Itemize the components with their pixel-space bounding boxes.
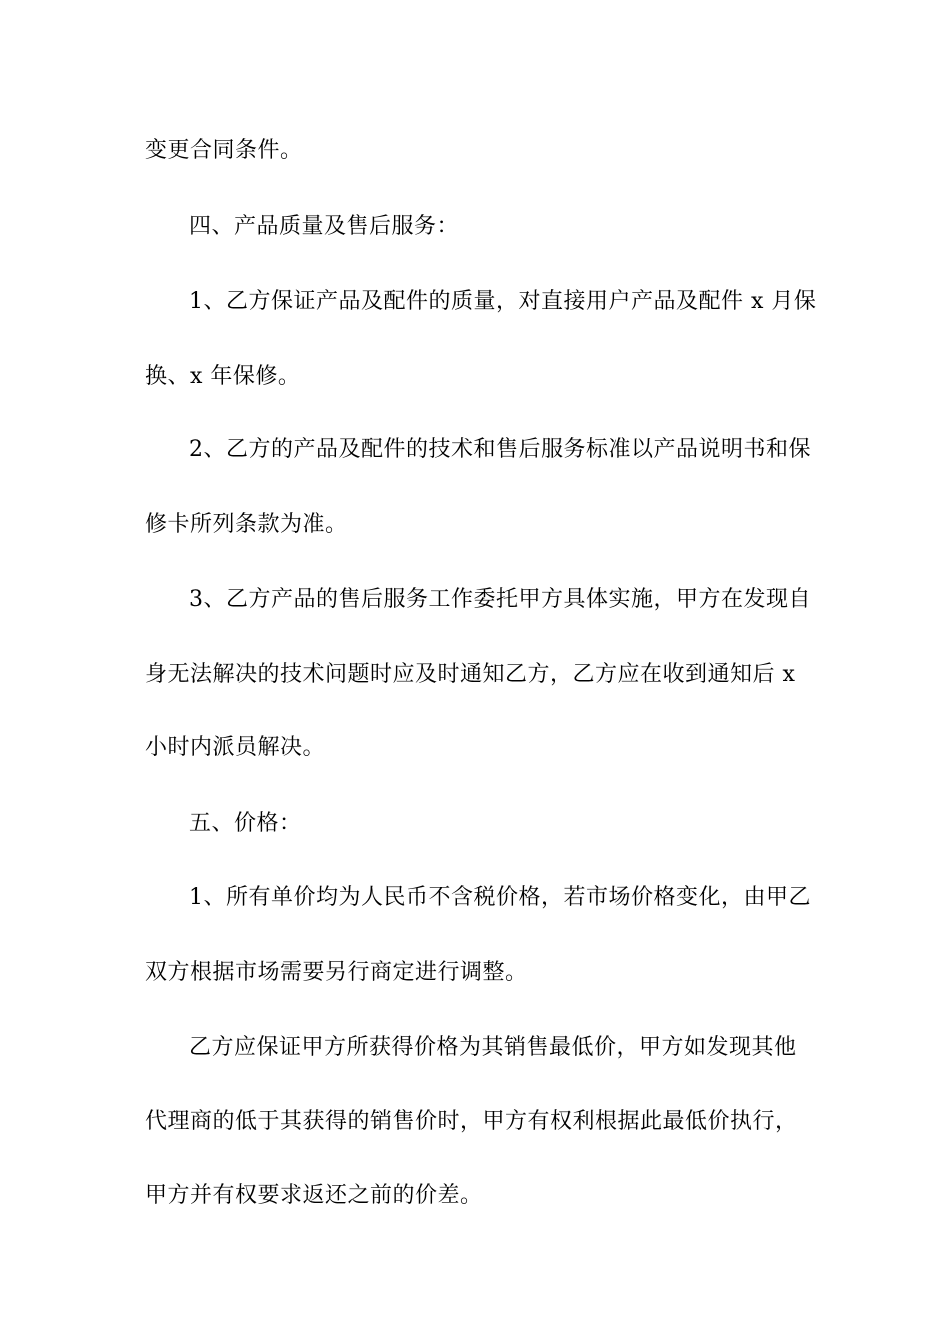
text-line: 代理商的低于其获得的销售价时，甲方有权利根据此最低价执行， — [145, 1109, 798, 1134]
text-line: 双方根据市场需要另行商定进行调整。 — [145, 960, 528, 985]
text-line: 变更合同条件。 — [145, 138, 303, 163]
text-line: 换、x 年保修。 — [145, 364, 301, 389]
text-line: 2、乙方的产品及配件的技术和售后服务标准以产品说明书和保 — [189, 437, 811, 462]
text-line: 身无法解决的技术问题时应及时通知乙方，乙方应在收到通知后 x — [145, 662, 796, 687]
text-line: 1、所有单价均为人民币不含税价格，若市场价格变化，由甲乙 — [189, 885, 811, 910]
text-line: 1、乙方保证产品及配件的质量，对直接用户产品及配件 x 月保 — [189, 289, 817, 314]
text-line: 3、乙方产品的售后服务工作委托甲方具体实施，甲方在发现自 — [189, 587, 811, 612]
text-line: 修卡所列条款为准。 — [145, 512, 348, 537]
section-heading: 四、产品质量及售后服务： — [189, 214, 460, 239]
text-line: 乙方应保证甲方所获得价格为其销售最低价，甲方如发现其他 — [189, 1035, 797, 1060]
text-line: 甲方并有权要求返还之前的价差。 — [145, 1183, 483, 1208]
text-line: 小时内派员解决。 — [145, 735, 326, 760]
section-heading: 五、价格： — [189, 811, 302, 836]
